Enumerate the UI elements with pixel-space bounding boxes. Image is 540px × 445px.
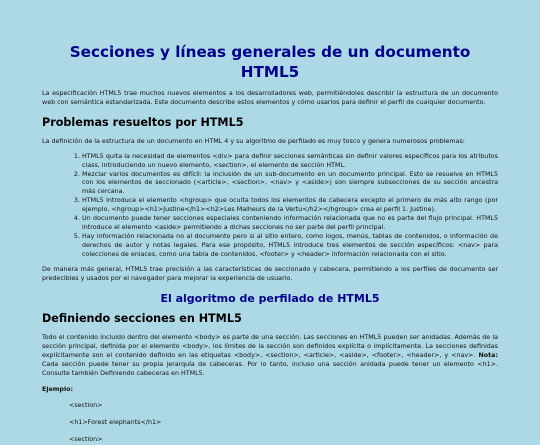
defining-text: Todo el contenido incluido dentro del elemento <body> es parte de una sección. Las secciones en HTML5 pueden ser anidadas. Además de la sección principal, definida por el elemento <body>, los límites de la sección son definidos explícita o implícitamente. La secciones definidas explícitamente son el contenido definido en las etiquetas <body>, <section>, <article>, <aside>, <footer>, <header>, y <nav>.: [42, 334, 498, 360]
note-label: Nota:: [478, 352, 498, 360]
list-item: 2. Mezclar varios documentos es difícil: la inclusión de un sub-documento en un documento principal. Esto se resuelve en HTML5 con los elementos de seccionado (<article>, <section>, <nav> y <aside>) son siempre subsecciones de su sección ancestra más cercana.: [82, 171, 498, 198]
note-text: Cada sección puede tener su propia jerarquía de cabeceras. Por lo tanto, incluso una sección anidada puede tener un elemento <h1>. Consulte también Definiendo cabeceras en HTML5.: [42, 361, 498, 378]
section-heading-defining: Definiendo secciones en HTML5: [42, 312, 242, 326]
section-heading-problems: Problemas resueltos por HTML5: [42, 115, 244, 129]
list-item: 3. HTML5 introduce el elemento <hgroup> que oculta todos los elementos de cabecera excepto el primero de más alto rango (por ejemplo, <hgroup><h1>Justine</h1><h2>Les Malheurs de la Vertu</h2></hgroup> crea el perfil 1. Justine).: [82, 197, 498, 215]
list-item: 1. HTML5 quita la necesidad de elementos <div> para definir secciones semánticas sin definir valores específicos para los atributos class, introduciendo un nuevo elemento, <section>, el elemento de sección HTML.: [82, 153, 498, 171]
list-item: 4. Un documento puede tener secciones especiales conteniendo información relacionada que no es parte del flujo principal. HTML5 introduce el elemento <aside> permitiendo a dichas secciones no ser parte del perfil principal.: [82, 215, 498, 233]
problems-paragraph: La definición de la estructura de un documento en HTML 4 y su algoritmo de perfilado es muy tosco y genera numerosos problemas:: [42, 137, 465, 145]
page-title: Secciones y líneas generales de un documento HTML5: [69, 43, 471, 81]
code-line: <section>: [69, 435, 103, 443]
code-line: <h1>Forest elephants</h1>: [69, 418, 162, 426]
example-label: Ejemplo:: [42, 385, 74, 393]
code-line: <section>: [69, 401, 103, 409]
general-paragraph: De manera más general, HTML5 trae precisión a las características de seccionado y cabecera, permitiendo a los perfiles de documento ser predecibles y usados por el navegador para mejorar la experiencia de usuario.: [42, 265, 498, 282]
intro-paragraph: La especificación HTML5 trae muchos nuevos elementos a los desarrolladores web, permitiéndoles describir la estructura de un documento web con semántica estandarizada. Este documento describe estos elementos y cómo usarlos para definir el perfil de cualquier documento.: [42, 90, 498, 106]
code-example: [69, 402, 498, 445]
defining-paragraph: [42, 334, 498, 379]
algorithm-heading: El algoritmo de perfilado de HTML5: [160, 292, 380, 306]
problems-list: [42, 153, 498, 260]
list-item: 5. Hay información relacionada no al documento pero si al sitio entero, como logos, menús, tablas de contenidos, o información de derechos de autor y notas legales. Para ese propósito, HTML5 introduce tres elementos de sección específicos: <nav> para colecciones de enlaces, como una tabla de contenidos, <footer> y <header> información relacionada con el sitio.: [82, 233, 498, 260]
